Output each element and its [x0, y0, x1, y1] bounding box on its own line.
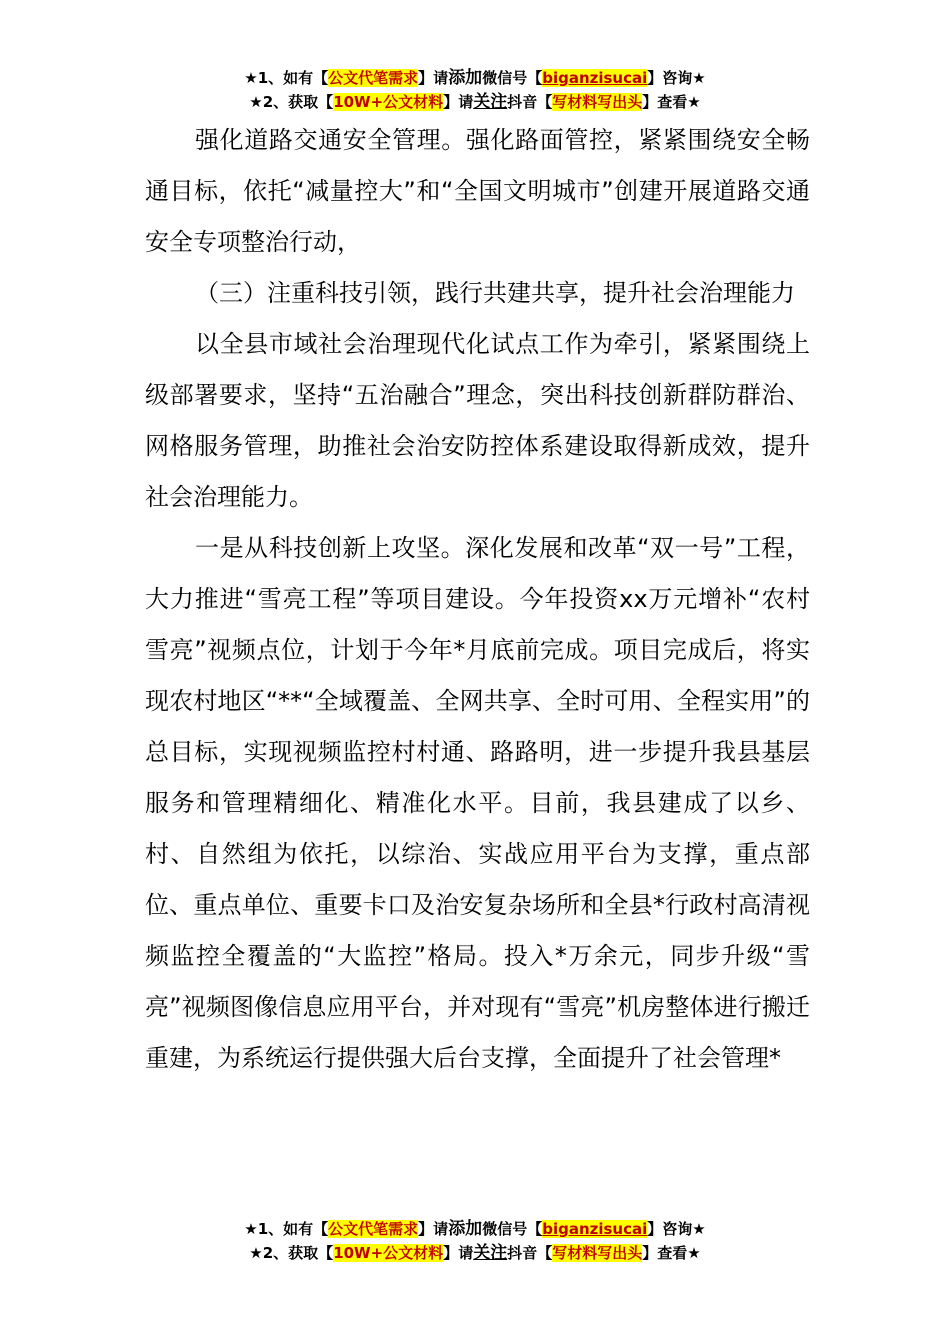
- paragraph-traffic: 强化道路交通安全管理。强化路面管控，紧紧围绕安全畅通目标，依托“减量控大”和“全国文明城市”创建开展道路交通安全专项整治行动，: [145, 126, 810, 256]
- banner-line-2-footer: ★2、获取【10W+公文材料】请关注抖音【写材料写出头】查看★: [249, 1243, 701, 1263]
- writing-service-highlight: 公文代笔需求: [328, 1220, 419, 1238]
- material-highlight: 10W+公文材料: [333, 93, 444, 111]
- writing-service-highlight: 公文代笔需求: [328, 69, 419, 87]
- material-highlight: 10W+公文材料: [333, 1244, 444, 1262]
- banner-line-1-footer: ★1、如有【公文代笔需求】请添加微信号【biganzisucai】咨询★: [244, 1219, 706, 1239]
- paragraph-tech-innovation: 一是从科技创新上攻坚。深化发展和改革“双一号”工程，大力推进“雪亮工程”等项目建设。今年投资xx万元增补“农村雪亮”视频点位，计划于今年*月底前完成。项目完成后，将实现农村地区“**“全域覆盖、全网共享、全时可用、全程实用”的总目标，实现视频监控村村通、路路明，进一步提升我县基层服务和管理精细化、精准化水平。目前，我县建成了以乡、村、自然组为依托，以综治、实战应用平台为支撑，重点部位、重点单位、重要卡口及治安复杂场所和全县*行政村高清视频监控全覆盖的“大监控”格局。投入*万余元，同步升级“雪亮”视频图像信息应用平台，并对现有“雪亮”机房整体进行搬迁重建，为系统运行提供强大后台支撑，全面提升了社会管理*: [145, 534, 810, 1072]
- douyin-account[interactable]: 写材料写出头: [552, 93, 643, 111]
- add-emphasis: 添加: [448, 68, 483, 88]
- follow-emphasis: 关注: [473, 1243, 508, 1263]
- paragraph-governance: 以全县市域社会治理现代化试点工作为牵引，紧紧围绕上级部署要求，坚持“五治融合”理念，突出科技创新群防群治、网格服务管理，助推社会治安防控体系建设取得新成效，提升社会治理能力。: [145, 330, 810, 511]
- follow-emphasis: 关注: [473, 92, 508, 112]
- header-banner: [0, 66, 950, 114]
- douyin-account[interactable]: 写材料写出头: [552, 1244, 643, 1262]
- wechat-id[interactable]: biganzisucai: [542, 69, 648, 87]
- document-body: [145, 115, 810, 1084]
- banner-line-1: ★1、如有【公文代笔需求】请添加微信号【biganzisucai】咨询★: [244, 68, 706, 88]
- footer-banner: [0, 1217, 950, 1265]
- section-heading-3: （三）注重科技引领，践行共建共享，提升社会治理能力: [195, 279, 795, 307]
- wechat-id[interactable]: biganzisucai: [542, 1220, 648, 1238]
- banner-line-2: ★2、获取【10W+公文材料】请关注抖音【写材料写出头】查看★: [249, 92, 701, 112]
- add-emphasis: 添加: [448, 1219, 483, 1239]
